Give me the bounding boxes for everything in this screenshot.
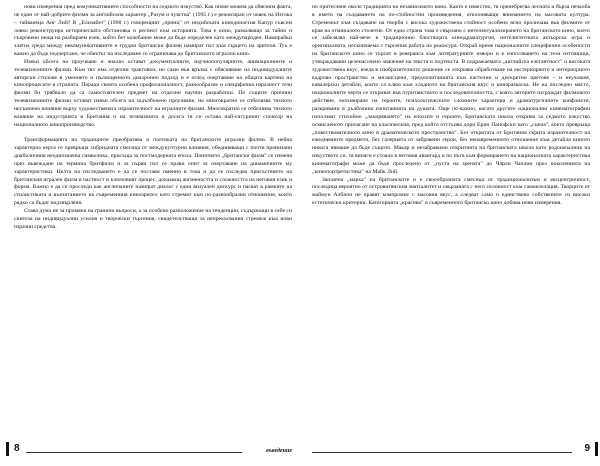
section-title: въведение	[266, 448, 292, 454]
right-page-footer	[312, 444, 590, 454]
left-page	[14, 4, 292, 466]
footer-rule	[312, 452, 572, 453]
right-page-body	[312, 4, 590, 208]
left-page-footer	[14, 444, 292, 454]
folio-marker-bar	[6, 442, 9, 456]
paragraph: нови измерения пред комуникативните способности на седмото изкуство. Как иначе можем да обясним факта, че един от най-добрите филми за английския характер „Разум и чувства" (1995 г.) е режисиран от човек на Изтока – тайванеца Анг Лий? В „Елизабет" (1998 г.) говорещият „принц" от индийската кинодинастия Капур съвсем ловко реконструира историческата обстановка и респект към историята. Това е кино, разказващо за тайни и съкровени неща на разбираем език, който бет колебание може да бъде определен като международен. Намирайки златна среда между некомуникативните и трудни британски филми намират път към сърцето на зрителя. Тук е важно да бъде подчертано, че обектът на изследване се ограничава до британското игрално кино.	[14, 4, 292, 58]
page-number: 8	[14, 443, 20, 454]
left-page-body	[14, 4, 292, 231]
paragraph: Трансформацията на традициите преобразява и поетиката на британските игрални филми. В нейна характерна черта се превръща хибридната смесица от междукултурни влияния, обединяващи с почти пронизани диаболичния неоднозначна символика, присъща за постмодерната епоха. Понятието „британски филм" се изменя чрез въвеждане на термина бритфилм и за първи път се прави опит за очертаване на динамичните му характеристики. Целта на изследването е да се постави именно в това и да се изследва присъствието на британския игрален филм в частност и ключовият процес, доказващ жизнеността и сложността на неговия език и форма. Важно е да се проследи как англичаните намират диалог с един визуален дискурс и пасват в рамките на стилистиката и възпитанието на съвременния кинозрител като стремят към по-разнообразни отношения, които рядко са бъдат надхвърлени.	[14, 137, 292, 207]
paragraph: Запазена „марка" на британските и е своеобразната смесица от традиционализъм и ексцентричност, последица вероятно от островитянския манталитет и свързаната с него склонност към самоизолация. Творците от маймун Албион не правят компромис с масовия вкус, а следват само и единствено собствените си високи естетически критерии. Категорията „красиво" в съвременното британско кино добива нови измерения.	[312, 176, 590, 207]
paragraph: но притегляне около традицията на независимото кино. Както е известно, тя пренебрегва лесната и бърза печалба в името на създаването на по-стойностни произведения, отклоняващи вниманието на масовата култура. Стремежът към създаване на творби с висока художествена стойност особено ясно проличава във филмите от края на отминалото столетие. От една страна това е свързано с интелектуализирането на британското кино, което се забелязва най-вече в традиционно блестящата кинодраматургия, интелигентната актьорска игра и оригиналната, нескончаема с търсения работа на режисура. Открай време националните специфични особености на британското кино се търсят в реверанса към литературните извори и е използването на тези източници, утвърждавани целенасочено значение на текста и подтекста. В подражаемата „английска елегантност" и високата художествена вкус, взела в изобразителното решение се откроява обработване на екстериорното и интериорното кадрово пространство и мизансцени, предпочитанията към пастелни и дискретни цветове – и неуловим, кавалерски детайли, които са ключ към хладното на британския вкус и кинаразкаска. Не на последно място, националните черти се откриват във пуританството и последователността, с която авторите изграждат филмовото действие, мотивиране на героите, психологическите сложните характери и драматургичните конфликти, разкривани в дълбочина изпитанията на душата. Още по-важно, когато другите национални кинематографии използват стихийно „лакиряването" на епохите и героите, Британската школа открива за седмото изкуство осмисленото прилагане на класическия, пред който отстъпва дори Ерин Панофски като „сцена", което превръща „повествователното кино в драматическото пространство". Без откритата от Британия скрита изразителност на ежедневните предмети, без галерията от забравени герои, без ненавременното отношение към детайла киното никога нямаше да бъде същото. Макар и незабравими откритията на британската школа като родоначалник на изкуството си, тя винаги е стояла в неговия авангард и по пътя към формирането на националната характеристика кинематографи може да бъде проследено от „пуста на зрената" до Чарли Чаплин през поколенията на „кинопортретистика" на Майк Лий.	[312, 4, 590, 175]
paragraph: Извън обсега на проучване и анализ остават документалните, научнопопулярните, анимационните и телевизионните филми. Към тях има отделни трактовки, но само във връзка с обясняване на индивидуалните авторски стилове в умението и пълноценното диахронно подход и е оглед очертаване на общата картина на кинопроцесите в страната. Поради своята особена професионалност, разнообразие и специфична изразност тези филми би трябвало да са самостоятелен предмет на отделни научни разработки. По същите причини телевизионните филми остават извън обсега на задълбочено проучване, но многократно се отбелязва тяхното несъмнено влияние върху художествената изразителност на игралните филми. Многократно се отбелязва тяхното влияние на индустрията в Британия и на телевизията и досега тя си остава най-сигурният спонсор на националното кинопроизводство.	[14, 58, 292, 128]
footer-rule	[26, 452, 242, 453]
paragraph: Става дума не за промяна на граничи въпроси, а за особено разположение на тенденции, съдържащи в себе си синтеза на индивидуални усилия и творчески търсения, свидетелстващи за непрекъсвания стремеж към нови изразни средства.	[14, 207, 292, 230]
right-page	[312, 4, 590, 466]
folio-marker-bar	[595, 442, 598, 456]
page-number: 9	[584, 443, 590, 454]
